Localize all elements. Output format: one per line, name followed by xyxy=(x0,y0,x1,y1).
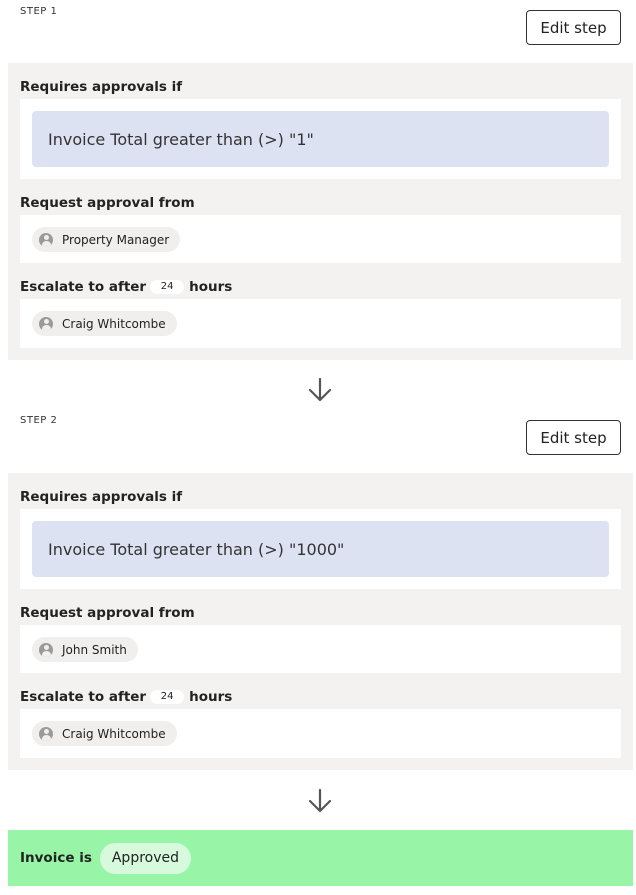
edit-step-button[interactable]: Edit step xyxy=(526,10,621,45)
user-avatar-icon xyxy=(39,727,53,741)
escalate-name: Craig Whitcombe xyxy=(62,726,166,741)
edit-step-button[interactable]: Edit step xyxy=(526,420,621,455)
arrow-down-icon xyxy=(306,376,334,404)
escalate-hours: 24 xyxy=(150,690,184,704)
escalate-chip[interactable] xyxy=(32,721,177,746)
escalate-title xyxy=(20,689,232,705)
condition-title: Requires approvals if xyxy=(20,79,183,95)
step-panel xyxy=(8,473,633,770)
escalate-name: Craig Whitcombe xyxy=(62,316,166,331)
approver-name: John Smith xyxy=(62,642,127,657)
approver-container xyxy=(20,215,621,263)
arrow-down-icon xyxy=(306,787,334,815)
step-label: STEP 2 xyxy=(20,415,58,426)
approver-container xyxy=(20,625,621,673)
escalate-prefix: Escalate to after xyxy=(20,279,147,295)
user-avatar-icon xyxy=(39,233,53,247)
status-badge: Approved xyxy=(100,843,191,874)
user-avatar-icon xyxy=(39,643,53,657)
escalate-title xyxy=(20,279,232,295)
step-panel xyxy=(8,63,633,360)
condition-box[interactable]: Invoice Total greater than (>) "1000" xyxy=(32,521,609,577)
approver-chip[interactable] xyxy=(32,637,138,662)
approver-name: Property Manager xyxy=(62,232,170,247)
condition-container xyxy=(20,509,621,589)
request-title: Request approval from xyxy=(20,195,195,211)
escalate-container xyxy=(20,299,621,348)
escalate-suffix: hours xyxy=(189,279,233,295)
condition-container xyxy=(20,99,621,179)
escalate-chip[interactable] xyxy=(32,311,177,336)
step-label: STEP 1 xyxy=(20,6,58,17)
condition-box[interactable]: Invoice Total greater than (>) "1" xyxy=(32,111,609,167)
approver-chip[interactable] xyxy=(32,227,180,252)
user-avatar-icon xyxy=(39,317,53,331)
escalate-container xyxy=(20,709,621,758)
condition-title: Requires approvals if xyxy=(20,489,183,505)
escalate-suffix: hours xyxy=(189,689,233,705)
escalate-prefix: Escalate to after xyxy=(20,689,147,705)
final-label: Invoice is xyxy=(20,850,92,866)
escalate-hours: 24 xyxy=(150,280,184,294)
final-outcome-panel xyxy=(8,830,633,886)
request-title: Request approval from xyxy=(20,605,195,621)
